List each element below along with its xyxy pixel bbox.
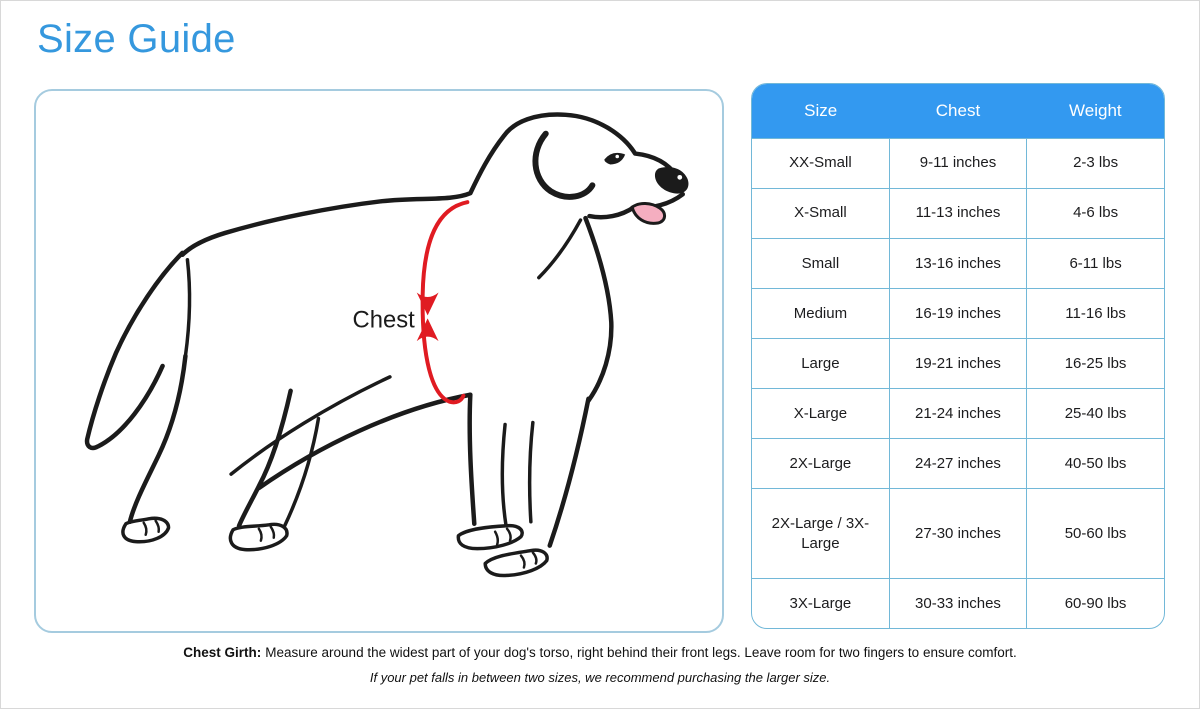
- size-chart-table: [751, 83, 1165, 629]
- measurement-arrow-down-icon: [417, 293, 439, 316]
- chest-cell: 16-19 inches: [889, 288, 1026, 338]
- table-row: [752, 489, 1164, 579]
- chest-cell: 21-24 inches: [889, 389, 1026, 439]
- weight-cell: 50-60 lbs: [1027, 489, 1164, 579]
- dog-eye: [604, 153, 625, 165]
- header-cell-weight: Weight: [1027, 84, 1164, 138]
- size-cell: Large: [752, 339, 889, 389]
- table-row: [752, 339, 1164, 389]
- weight-cell: 6-11 lbs: [1027, 238, 1164, 288]
- chest-label: Chest: [352, 306, 415, 334]
- header-cell-chest: Chest: [889, 84, 1026, 138]
- chest-girth-note-text: Measure around the widest part of your dog's torso, right behind their front legs. Leave room for two fingers to ensure comfort.: [265, 645, 1017, 660]
- header-cell-size: Size: [752, 84, 889, 138]
- chest-cell: 9-11 inches: [889, 138, 1026, 188]
- chest-cell: 13-16 inches: [889, 238, 1026, 288]
- weight-cell: 4-6 lbs: [1027, 188, 1164, 238]
- table-row: [752, 238, 1164, 288]
- chest-cell: 30-33 inches: [889, 579, 1026, 628]
- dog-illustration-icon: [36, 91, 722, 631]
- size-cell: X-Small: [752, 188, 889, 238]
- size-cell: 3X-Large: [752, 579, 889, 628]
- chest-cell: 24-27 inches: [889, 439, 1026, 489]
- size-cell: XX-Small: [752, 138, 889, 188]
- weight-cell: 11-16 lbs: [1027, 288, 1164, 338]
- dog-measurement-panel: [34, 89, 724, 633]
- between-sizes-note: If your pet falls in between two sizes, we recommend purchasing the larger size.: [369, 670, 831, 685]
- chest-cell: 11-13 inches: [889, 188, 1026, 238]
- weight-cell: 60-90 lbs: [1027, 579, 1164, 628]
- size-cell: Small: [752, 238, 889, 288]
- chest-girth-note-label: Chest Girth:: [183, 645, 262, 660]
- table-row: [752, 288, 1164, 338]
- weight-cell: 16-25 lbs: [1027, 339, 1164, 389]
- measurement-arrow-up-icon: [417, 318, 439, 341]
- chest-girth-note: [1, 645, 1199, 660]
- size-cell: X-Large: [752, 389, 889, 439]
- size-cell: 2X-Large: [752, 439, 889, 489]
- dog-ear: [535, 134, 592, 197]
- dog-body-outline: [182, 115, 676, 255]
- chest-cell: 27-30 inches: [889, 489, 1026, 579]
- dog-tongue: [632, 204, 664, 224]
- weight-cell: 25-40 lbs: [1027, 389, 1164, 439]
- table-row: [752, 439, 1164, 489]
- dog-nose: [655, 167, 689, 194]
- weight-cell: 40-50 lbs: [1027, 439, 1164, 489]
- table-header-row: [752, 84, 1164, 138]
- weight-cell: 2-3 lbs: [1027, 138, 1164, 188]
- size-cell: 2X-Large / 3X-Large: [752, 489, 889, 579]
- size-cell: Medium: [752, 288, 889, 338]
- dog-tail: [87, 253, 182, 448]
- table-row: [752, 188, 1164, 238]
- table-row: [752, 389, 1164, 439]
- chest-cell: 19-21 inches: [889, 339, 1026, 389]
- page-title: Size Guide: [37, 17, 236, 61]
- table-row: [752, 138, 1164, 188]
- table-row: [752, 579, 1164, 628]
